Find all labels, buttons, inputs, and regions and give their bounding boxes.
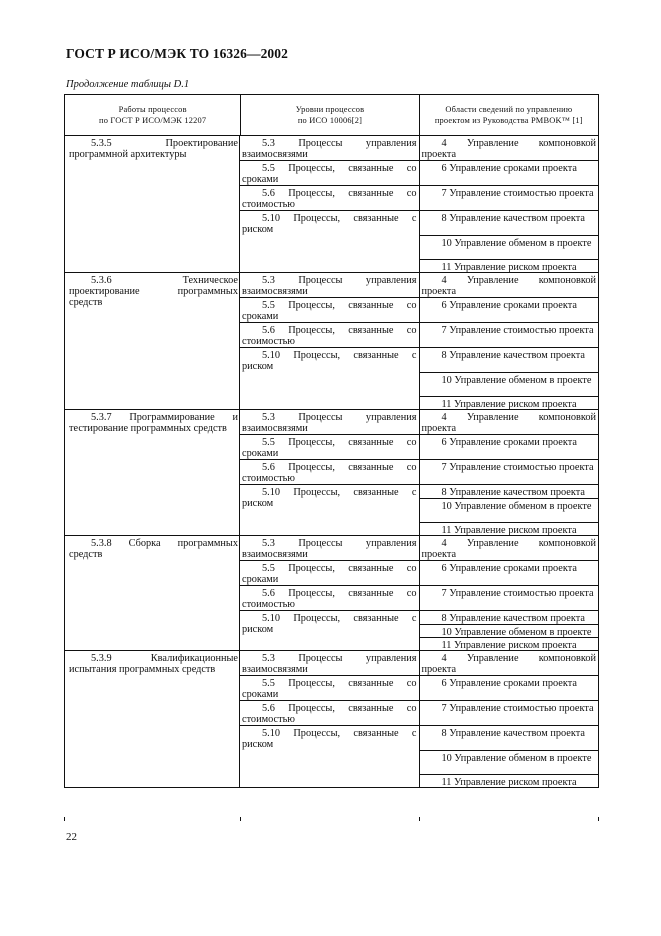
knowledge-area-item: [420, 372, 599, 396]
level-row: [240, 322, 598, 347]
knowledge-area-text: 10 Управление обменом в проекте: [441, 501, 592, 512]
table-group: [64, 136, 599, 273]
level-row: [240, 273, 598, 297]
areas-cell: [419, 435, 599, 459]
knowledge-area-text: 6 Управление сроками проекта: [441, 563, 577, 574]
level-text: 5.5 Процессы, связанные со сроками: [242, 437, 417, 459]
level-cell: [240, 651, 419, 675]
level-row: [240, 210, 598, 272]
level-text: 5.5 Процессы, связанные со сроками: [242, 563, 417, 585]
table-header: [64, 94, 599, 136]
areas-cell: [419, 611, 599, 650]
level-text: 5.5 Процессы, связанные со сроками: [242, 300, 417, 322]
table-body: [64, 136, 599, 788]
table-group: [64, 536, 599, 651]
areas-cell: [419, 410, 599, 434]
level-cell: [240, 701, 419, 725]
process-mapping-table: [64, 94, 599, 788]
table-group: [64, 410, 599, 536]
knowledge-area-text: 7 Управление стоимостью проекта: [441, 325, 594, 336]
level-row: [240, 297, 598, 322]
level-text: 5.6 Процессы, связанные со стоимостью: [242, 188, 417, 210]
level-cell: [240, 536, 419, 560]
activity-cell: [65, 651, 239, 787]
level-cell: [240, 435, 419, 459]
knowledge-area-item: [420, 348, 599, 372]
knowledge-area-item: [420, 273, 599, 297]
areas-cell: [419, 561, 599, 585]
knowledge-area-text: 6 Управление сроками проекта: [441, 678, 577, 689]
knowledge-area-item: [420, 298, 599, 322]
areas-cell: [419, 701, 599, 725]
level-cell: [240, 273, 419, 297]
knowledge-area-text: 8 Управление качеством проекта: [441, 613, 585, 624]
level-text: 5.6 Процессы, связанные со стоимостью: [242, 588, 417, 610]
levels-column: [239, 273, 598, 409]
knowledge-area-text: 10 Управление обменом в проекте: [441, 627, 592, 638]
activity-cell: [65, 410, 239, 535]
level-row: [240, 484, 598, 535]
knowledge-area-item: [420, 750, 599, 774]
knowledge-area-text: 7 Управление стоимостью проекта: [441, 703, 594, 714]
knowledge-area-text: 7 Управление стоимостью проекта: [441, 188, 594, 199]
table-group: [64, 273, 599, 410]
level-text: 5.3 Процессы управления взаимосвязями: [242, 538, 417, 560]
header-activities: [65, 95, 240, 135]
level-cell: [240, 323, 419, 347]
level-text: 5.10 Процессы, связанные с риском: [242, 728, 417, 750]
levels-column: [239, 410, 598, 535]
level-cell: [240, 298, 419, 322]
areas-cell: [419, 726, 599, 787]
level-cell: [240, 211, 419, 272]
knowledge-area-item: [420, 435, 599, 459]
level-row: [240, 536, 598, 560]
knowledge-area-item: [420, 323, 599, 347]
level-row: [240, 725, 598, 787]
knowledge-area-text: 11 Управление риском проекта: [441, 525, 577, 536]
knowledge-area-item: [420, 624, 599, 637]
activity-text: 5.3.8 Сборка программных средств: [69, 538, 238, 560]
knowledge-area-text: 4 Управление компоновкой проекта: [421, 653, 596, 675]
knowledge-area-item: [420, 460, 599, 484]
knowledge-area-item: [420, 396, 599, 409]
areas-cell: [419, 323, 599, 347]
level-row: [240, 185, 598, 210]
level-row: [240, 560, 598, 585]
header-activities-line2: по ГОСТ Р ИСО/МЭК 12207: [99, 116, 207, 125]
level-text: 5.10 Процессы, связанные с риском: [242, 613, 417, 635]
header-areas-line2: проектом из Руководства PMBOK™ [1]: [434, 116, 583, 125]
table-group: [64, 651, 599, 788]
knowledge-area-item: [420, 774, 599, 787]
level-cell: [240, 136, 419, 160]
level-cell: [240, 161, 419, 185]
page-number: 22: [66, 831, 77, 843]
header-levels: [240, 95, 418, 135]
knowledge-area-item: [420, 259, 599, 272]
knowledge-area-item: [420, 410, 599, 434]
level-text: 5.6 Процессы, связанные со стоимостью: [242, 325, 417, 347]
areas-cell: [419, 211, 599, 272]
level-text: 5.3 Процессы управления взаимосвязями: [242, 412, 417, 434]
knowledge-area-text: 10 Управление обменом в проекте: [441, 375, 592, 386]
level-row: [240, 410, 598, 434]
header-areas-line1: Области сведений по управлению: [445, 105, 573, 114]
level-row: [240, 347, 598, 409]
levels-column: [239, 651, 598, 787]
knowledge-area-text: 8 Управление качеством проекта: [441, 487, 585, 498]
knowledge-area-text: 10 Управление обменом в проекте: [441, 753, 592, 764]
activity-cell: [65, 136, 239, 272]
level-row: [240, 675, 598, 700]
knowledge-area-item: [420, 211, 599, 235]
table-continuation-label: Продолжение таблицы D.1: [66, 79, 190, 90]
level-row: [240, 434, 598, 459]
knowledge-area-text: 4 Управление компоновкой проекта: [421, 275, 596, 297]
knowledge-area-item: [420, 498, 599, 522]
areas-cell: [419, 161, 599, 185]
knowledge-area-item: [420, 651, 599, 675]
knowledge-area-item: [420, 701, 599, 725]
knowledge-area-item: [420, 586, 599, 610]
areas-cell: [419, 136, 599, 160]
level-cell: [240, 561, 419, 585]
level-cell: [240, 586, 419, 610]
knowledge-area-text: 8 Управление качеством проекта: [441, 350, 585, 361]
level-text: 5.3 Процессы управления взаимосвязями: [242, 138, 417, 160]
level-text: 5.6 Процессы, связанные со стоимостью: [242, 703, 417, 725]
level-text: 5.6 Процессы, связанные со стоимостью: [242, 462, 417, 484]
areas-cell: [419, 460, 599, 484]
areas-cell: [419, 273, 599, 297]
knowledge-area-item: [420, 637, 599, 650]
knowledge-area-item: [420, 136, 599, 160]
areas-cell: [419, 186, 599, 210]
table-continuation-lines: [64, 817, 599, 821]
header-activities-line1: Работы процессов: [118, 105, 187, 114]
areas-cell: [419, 586, 599, 610]
knowledge-area-text: 11 Управление риском проекта: [441, 262, 577, 273]
areas-cell: [419, 348, 599, 409]
knowledge-area-item: [420, 561, 599, 585]
knowledge-area-text: 11 Управление риском проекта: [441, 640, 577, 651]
activity-cell: [65, 536, 239, 650]
knowledge-area-text: 4 Управление компоновкой проекта: [421, 538, 596, 560]
knowledge-area-item: [420, 676, 599, 700]
knowledge-area-text: 8 Управление качеством проекта: [441, 728, 585, 739]
knowledge-area-text: 11 Управление риском проекта: [441, 777, 577, 788]
level-row: [240, 459, 598, 484]
knowledge-area-item: [420, 611, 599, 624]
knowledge-area-text: 4 Управление компоновкой проекта: [421, 412, 596, 434]
knowledge-area-item: [420, 522, 599, 535]
level-text: 5.10 Процессы, связанные с риском: [242, 213, 417, 235]
level-row: [240, 610, 598, 650]
areas-cell: [419, 298, 599, 322]
levels-column: [239, 536, 598, 650]
level-text: 5.10 Процессы, связанные с риском: [242, 487, 417, 509]
areas-cell: [419, 651, 599, 675]
level-row: [240, 700, 598, 725]
header-levels-line2: по ИСО 10006[2]: [297, 116, 363, 125]
level-text: 5.5 Процессы, связанные со сроками: [242, 163, 417, 185]
areas-cell: [419, 485, 599, 535]
level-cell: [240, 460, 419, 484]
knowledge-area-item: [420, 726, 599, 750]
knowledge-area-text: 7 Управление стоимостью проекта: [441, 462, 594, 473]
level-text: 5.10 Процессы, связанные с риском: [242, 350, 417, 372]
level-cell: [240, 410, 419, 434]
knowledge-area-item: [420, 186, 599, 210]
header-levels-line1: Уровни процессов: [295, 105, 365, 114]
level-row: [240, 651, 598, 675]
knowledge-area-text: 8 Управление качеством проекта: [441, 213, 585, 224]
level-cell: [240, 726, 419, 787]
level-row: [240, 585, 598, 610]
knowledge-area-item: [420, 161, 599, 185]
level-row: [240, 136, 598, 160]
activity-text: 5.3.9 Квалификационные испытания программных средств: [69, 653, 238, 675]
knowledge-area-text: 4 Управление компоновкой проекта: [421, 138, 596, 160]
level-row: [240, 160, 598, 185]
knowledge-area-text: 6 Управление сроками проекта: [441, 300, 577, 311]
knowledge-area-text: 7 Управление стоимостью проекта: [441, 588, 594, 599]
knowledge-area-item: [420, 485, 599, 498]
knowledge-area-text: 6 Управление сроками проекта: [441, 437, 577, 448]
areas-cell: [419, 536, 599, 560]
header-knowledge-areas: [419, 95, 598, 135]
level-cell: [240, 485, 419, 535]
activity-cell: [65, 273, 239, 409]
level-cell: [240, 348, 419, 409]
document-title: ГОСТ Р ИСО/МЭК ТО 16326—2002: [66, 46, 288, 61]
areas-cell: [419, 676, 599, 700]
activity-text: 5.3.5 Проектирование программной архитектуры: [69, 138, 238, 160]
level-text: 5.3 Процессы управления взаимосвязями: [242, 653, 417, 675]
knowledge-area-text: 11 Управление риском проекта: [441, 399, 577, 410]
level-cell: [240, 186, 419, 210]
knowledge-area-item: [420, 536, 599, 560]
activity-text: 5.3.7 Программирование и тестирование программных средств: [69, 412, 238, 434]
knowledge-area-text: 10 Управление обменом в проекте: [441, 238, 592, 249]
level-cell: [240, 611, 419, 650]
activity-text: 5.3.6 Техническое проектирование программных средств: [69, 275, 238, 308]
level-text: 5.3 Процессы управления взаимосвязями: [242, 275, 417, 297]
level-cell: [240, 676, 419, 700]
knowledge-area-text: 6 Управление сроками проекта: [441, 163, 577, 174]
level-text: 5.5 Процессы, связанные со сроками: [242, 678, 417, 700]
levels-column: [239, 136, 598, 272]
knowledge-area-item: [420, 235, 599, 259]
